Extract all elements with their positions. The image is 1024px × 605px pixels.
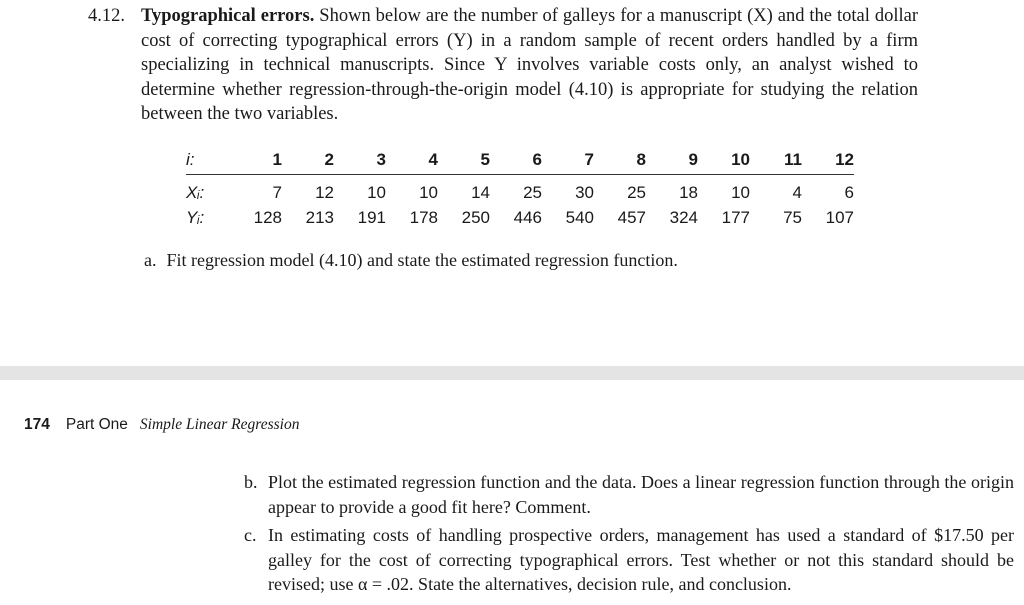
data-table bbox=[186, 146, 854, 231]
y-label: Yᵢ: bbox=[186, 208, 205, 227]
x-cell: 18 bbox=[679, 183, 698, 202]
index-cell: 5 bbox=[438, 146, 490, 175]
problem-heading: Typographical errors. bbox=[141, 6, 315, 26]
part-b bbox=[244, 470, 1014, 519]
x-cell: 10 bbox=[731, 183, 750, 202]
chapter-title: Simple Linear Regression bbox=[139, 416, 300, 433]
x-cell: 25 bbox=[627, 183, 646, 202]
part-label: Part One bbox=[65, 416, 128, 433]
part-c-letter: c. bbox=[244, 525, 257, 545]
x-cell: 14 bbox=[471, 183, 490, 202]
y-cell: 191 bbox=[357, 208, 386, 227]
problem-text: Shown below are the number of galleys for a manuscript (X) and the total dollar cost of correcting typographical errors (Y) in a random sample of recent orders handled by a firm specializing in technical manuscripts. Since Y involves variable costs only, an analyst wished to determine whether regression-through-the-origin model (4.10) is appropriate for studying the relation between the two variables. bbox=[141, 6, 918, 125]
y-cell: 177 bbox=[721, 208, 750, 227]
page-footer bbox=[24, 416, 300, 434]
part-c bbox=[244, 523, 1014, 597]
y-cell: 540 bbox=[565, 208, 594, 227]
index-cell: 1 bbox=[230, 146, 282, 175]
index-cell: 2 bbox=[282, 146, 334, 175]
x-cell: 30 bbox=[575, 183, 594, 202]
x-cell: 12 bbox=[315, 183, 334, 202]
index-cell: 10 bbox=[698, 146, 750, 175]
x-row bbox=[186, 175, 854, 206]
index-cell: 12 bbox=[802, 146, 854, 175]
index-cell: 11 bbox=[750, 146, 802, 175]
index-cell: 4 bbox=[386, 146, 438, 175]
part-c-text: In estimating costs of handling prospective orders, management has used a standard of $17.50 per galley for the cost of correcting typographical errors. Test whether or not this standard should be revised; use α = .02. State the alternatives, decision rule, and conclusion. bbox=[268, 525, 1014, 594]
y-cell: 75 bbox=[783, 208, 802, 227]
y-cell: 446 bbox=[513, 208, 542, 227]
y-cell: 107 bbox=[825, 208, 854, 227]
y-row bbox=[186, 205, 854, 231]
index-row bbox=[186, 146, 854, 175]
part-b-text: Plot the estimated regression function and the data. Does a linear regression function through the origin appear to provide a good fit here? Comment. bbox=[268, 472, 1014, 517]
problem-statement bbox=[141, 4, 918, 127]
x-cell: 4 bbox=[792, 183, 802, 202]
index-cell: 7 bbox=[542, 146, 594, 175]
y-cell: 457 bbox=[617, 208, 646, 227]
x-label: Xᵢ: bbox=[186, 183, 205, 202]
index-cell: 3 bbox=[334, 146, 386, 175]
part-a-letter: a. bbox=[144, 250, 157, 270]
index-cell: 8 bbox=[594, 146, 646, 175]
index-label: i: bbox=[186, 146, 230, 175]
problem-4-12 bbox=[88, 4, 918, 127]
page-number: 174 bbox=[24, 416, 50, 433]
x-cell: 7 bbox=[272, 183, 282, 202]
x-cell: 25 bbox=[523, 183, 542, 202]
y-cell: 250 bbox=[461, 208, 490, 227]
index-cell: 9 bbox=[646, 146, 698, 175]
part-b-letter: b. bbox=[244, 472, 258, 492]
x-cell: 10 bbox=[367, 183, 386, 202]
part-a bbox=[144, 250, 678, 271]
y-cell: 213 bbox=[305, 208, 334, 227]
y-cell: 178 bbox=[409, 208, 438, 227]
y-cell: 128 bbox=[253, 208, 282, 227]
page-divider bbox=[0, 366, 1024, 380]
problem-number: 4.12. bbox=[88, 6, 125, 26]
part-a-text: Fit regression model (4.10) and state the estimated regression function. bbox=[166, 250, 678, 270]
x-cell: 6 bbox=[844, 183, 854, 202]
x-cell: 10 bbox=[419, 183, 438, 202]
y-cell: 324 bbox=[669, 208, 698, 227]
index-cell: 6 bbox=[490, 146, 542, 175]
